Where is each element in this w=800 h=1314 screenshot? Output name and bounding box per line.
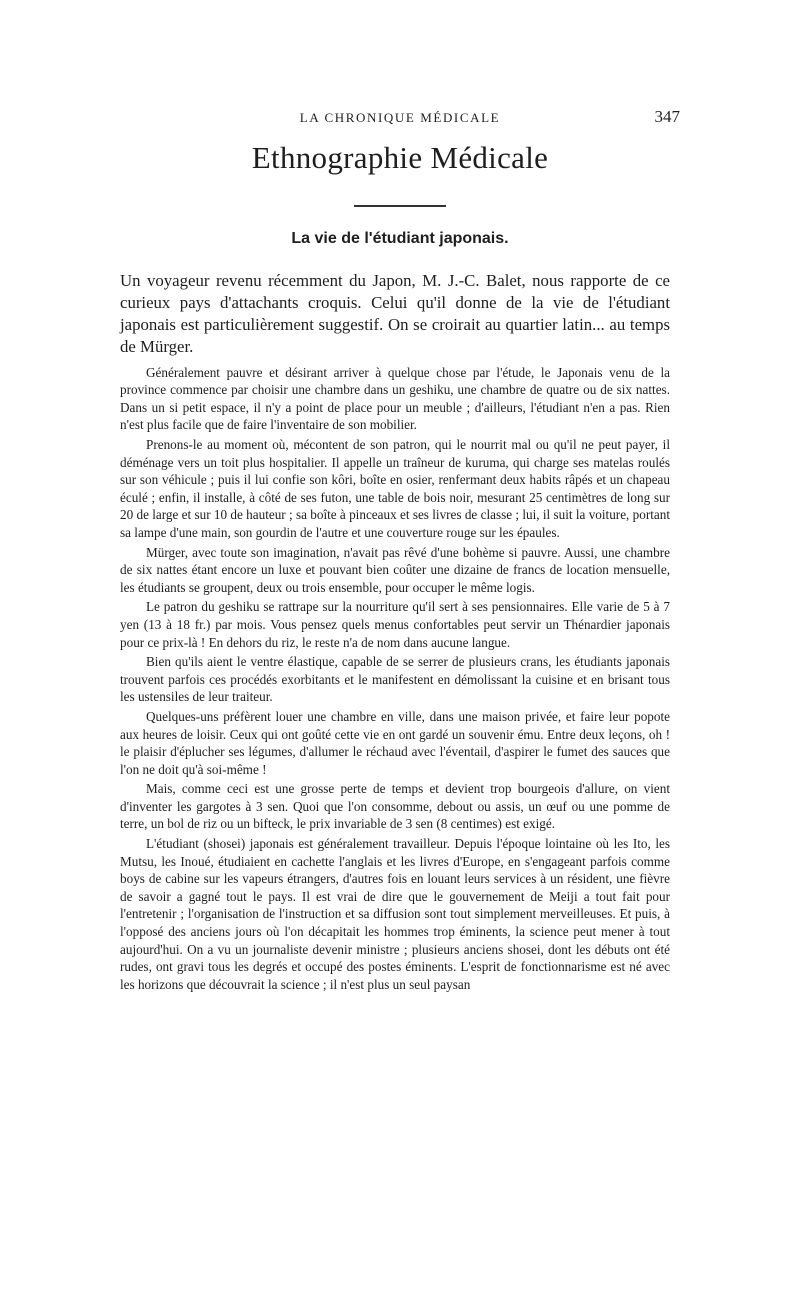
article-section-title: Ethnographie Médicale [251,140,549,175]
article-body [120,270,670,993]
body-paragraph: L'étudiant (shosei) japonais est généralement travailleur. Depuis l'époque lointaine où les Ito, les Mutsu, les Inoué, étudiaient en cachette l'anglais et les livres d'Europe, en s'engageant parfois comme boys de cabine sur les vapeurs étrangers, d'autres fois en louant leurs services à un résident, une fièvre de savoir a gagné tout le pays. Il est vrai de dire que le gouvernement de Meiji a tout fait pour l'entretenir ; l'organisation de l'instruction et sa diffusion sont tout simplement merveilleuses. Et puis, à l'opposé des anciens jours où l'on décapitait les hommes trop éminents, la science peut mener à tout aujourd'hui. On a vu un journaliste devenir ministre ; plusieurs anciens shosei, dont les débuts ont été rudes, ont gravi tous les degrés et occupé des postes éminents. L'esprit de fonctionnarisme est né avec les horizons que découvrait la science ; il n'est plus un seul paysan [120,836,670,992]
page-number: 347 [654,107,680,126]
page-header [120,107,680,132]
article-subtitle: La vie de l'étudiant japonais. [291,230,509,247]
body-paragraph: Prenons-le au moment où, mécontent de son patron, qui le nourrit mal ou qu'il ne peut payer, il déménage vers un toit plus hospitalier. Il appelle un traîneur de kuruma, qui charge ses matelas roulés sur son véhicule ; puis il lui confie son kôri, boîte en osier, renfermant deux habits râpés et un chapeau éculé ; enfin, il installe, à côté de ses futon, une table de bois noir, mesurant 25 centimètres de long sur 20 de large et sur 10 de hauteur ; sa boîte à pinceaux et ses livres de classe ; lui, il suit la voiture, portant sa lampe d'une main, son gourdin de l'autre et une couverture rouge sur les épaules. [120,437,670,540]
body-paragraph: Quelques-uns préfèrent louer une chambre en ville, dans une maison privée, et faire leur popote aux heures de loisir. Ceux qui ont goûté cette vie en ont gardé un souvenir ému. Entre deux leçons, oh ! le plaisir d'éplucher ses légumes, d'allumer le réchaud avec l'éventail, d'aspirer le fumet des sauces que l'on ne doit qu'à soi-même ! [120,708,670,777]
title-divider [354,205,446,207]
running-title: LA CHRONIQUE MÉDICALE [299,110,501,125]
body-paragraph: Bien qu'ils aient le ventre élastique, capable de se serrer de plusieurs crans, les étudiants japonais trouvent parfois ces procédés exorbitants et le manifestent en démolissant la cuisine et en brisant tous les ustensiles de leur traiteur. [120,654,670,705]
intro-paragraph: Un voyageur revenu récemment du Japon, M. J.-C. Balet, nous rapporte de ce curieux pays d'attachants croquis. Celui qu'il donne de la vie de l'étudiant japonais est particulièrement suggestif. On se croirait au quartier latin... au temps de Mürger. [120,271,670,356]
body-paragraph: Généralement pauvre et désirant arriver à quelque chose par l'étude, le Japonais venu de la province commence par choisir une chambre dans un geshiku, une chambre de quatre ou de six nattes. Dans un si petit espace, il n'y a point de place pour un meuble ; d'ailleurs, l'étudiant n'en a pas. Rien n'est plus facile que de faire l'inventaire de son mobilier. [120,364,670,433]
body-paragraph: Mürger, avec toute son imagination, n'avait pas rêvé d'une bohème si pauvre. Aussi, une chambre de six nattes étant encore un luxe et pouvant bien coûter une dizaine de francs de location mensuelle, les étudiants se groupent, deux ou trois ensemble, pour occuper le même logis. [120,544,670,595]
body-paragraph: Le patron du geshiku se rattrape sur la nourriture qu'il sert à ses pensionnaires. Elle varie de 5 à 7 yen (13 à 18 fr.) par mois. Vous pensez quels menus confortables peut servir un Thénardier japonais pour ce prix-là ! En dehors du riz, le reste n'a de nom dans aucune langue. [120,599,670,650]
body-paragraph: Mais, comme ceci est une grosse perte de temps et devient trop bourgeois d'allure, on vient d'inventer les gargotes à 3 sen. Quoi que l'on consomme, debout ou assis, un œuf ou une pomme de terre, un bol de riz ou un bifteck, le prix invariable de 3 sen (8 centimes) est exigé. [120,781,670,832]
